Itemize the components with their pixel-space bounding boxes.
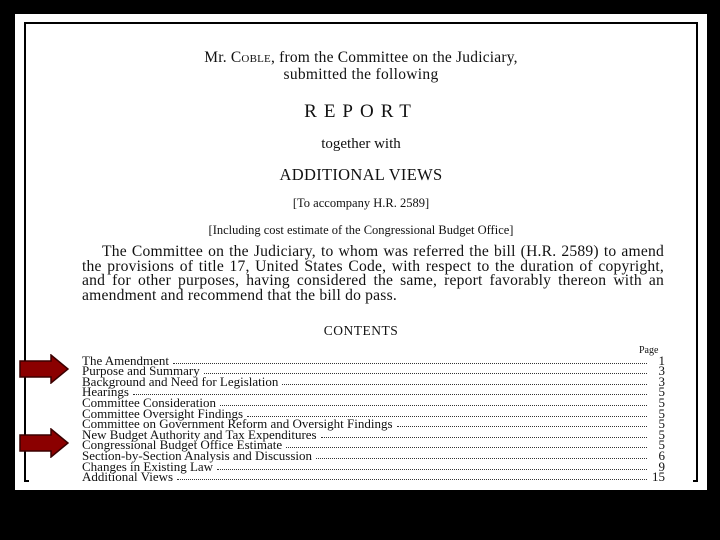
slide xyxy=(15,14,707,490)
member-name: Coble xyxy=(230,49,271,66)
arrow-right-icon xyxy=(19,354,69,384)
leader-dots xyxy=(220,404,647,406)
leader-dots xyxy=(173,362,647,364)
intro-paragraph: The Committee on the Judiciary, to whom was referred the bill (H.R. 2589) to amend the provisions of title 17, United States Code, with respect to the duration of copyright, and for other purposes, having considered the same, report favorably thereon with an amendment and recommend that the bill do pass. xyxy=(82,243,664,304)
leader-dots xyxy=(286,446,647,448)
toc-item: Committee on Government Reform and Oversight Findings 5 xyxy=(82,416,665,432)
toc-item: The Amendment 1 xyxy=(82,352,665,368)
header-line-1: Mr. Coble, from the Committee on the Judiciary, xyxy=(204,49,518,66)
toc-item: Congressional Budget Office Estimate 5 xyxy=(82,437,665,453)
leader-dots xyxy=(177,478,647,480)
leader-dots xyxy=(282,383,647,385)
toc-item: Additional Views 15 xyxy=(82,469,665,483)
toc-item: Section-by-Section Analysis and Discussion 6 xyxy=(82,447,665,463)
toc-item: Background and Need for Legislation 3 xyxy=(82,373,665,389)
header-line-2: submitted the following xyxy=(283,66,439,83)
report-title: REPORT xyxy=(304,101,418,122)
including-note: [Including cost estimate of the Congressional Budget Office] xyxy=(208,223,514,237)
toc-item: Changes in Existing Law 9 xyxy=(82,458,665,474)
contents-heading: CONTENTS xyxy=(323,323,399,338)
toc-item: Purpose and Summary 3 xyxy=(82,363,665,379)
additional-views-title: ADDITIONAL VIEWS xyxy=(279,165,443,184)
leader-dots xyxy=(397,425,647,427)
document-page xyxy=(29,37,693,483)
toc-item: Committee Oversight Findings 5 xyxy=(82,405,665,421)
together-with: together with xyxy=(321,136,401,152)
page-column-heading: Page xyxy=(639,345,659,356)
arrow-right-icon xyxy=(19,428,69,458)
toc-item: New Budget Authority and Tax Expenditures 5 xyxy=(82,426,665,442)
leader-dots xyxy=(217,468,647,470)
leader-dots xyxy=(316,457,647,459)
leader-dots xyxy=(321,436,647,438)
toc-item: Committee Consideration 5 xyxy=(82,394,665,410)
toc-item: Hearings 5 xyxy=(82,384,665,400)
table-of-contents xyxy=(82,352,665,483)
accompany-note: [To accompany H.R. 2589] xyxy=(292,196,430,210)
